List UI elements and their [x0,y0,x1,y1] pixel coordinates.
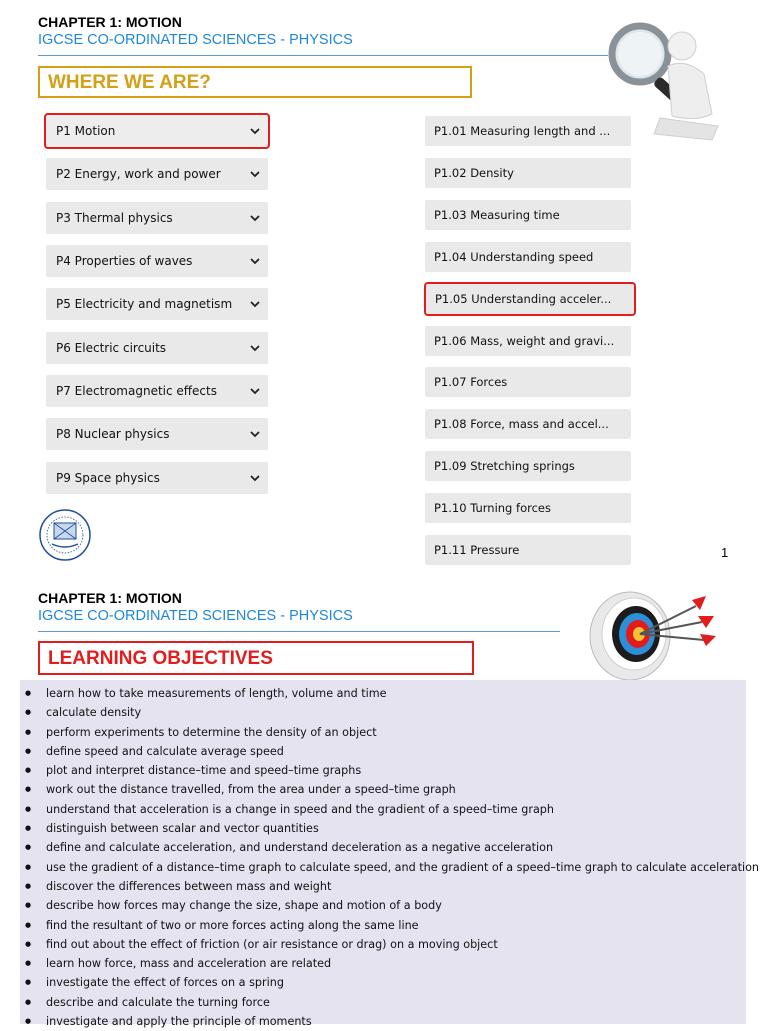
list-item: ● describe how forces may change the size, shape and motion of a body [20,896,750,915]
chapter-dropdown-label: P2 Energy, work and power [56,167,221,181]
chapter-dropdown-p7[interactable] [46,375,268,407]
subtopic-p1-01[interactable]: P1.01 Measuring length and ... [425,116,631,146]
section-title-where: WHERE WE ARE? [38,66,472,98]
list-item: ● define and calculate acceleration, and understand deceleration as a negative acceleration [20,838,750,857]
chapter-dropdown-p6[interactable] [46,332,268,364]
page-number: 1 [721,545,729,560]
list-item: ● use the gradient of a distance–time graph to calculate speed, and the gradient of a speed–time graph to calculate acceleration [20,858,750,877]
chapter-dropdown-p9[interactable] [46,462,268,494]
list-item: ● discover the differences between mass and weight [20,877,750,896]
subtopic-p1-09[interactable]: P1.09 Stretching springs [425,451,631,481]
chapter-dropdown-label: P9 Space physics [56,471,160,485]
list-item: ● distinguish between scalar and vector quantities [20,819,750,838]
chevron-down-icon [250,256,260,266]
chapter-dropdown-p8[interactable] [46,418,268,450]
chevron-down-icon [250,299,260,309]
list-item: ● calculate density [20,703,750,722]
course-title: IGCSE CO-ORDINATED SCIENCES - PHYSICS [38,32,353,48]
chapter-dropdown-p2[interactable] [46,158,268,190]
chapter-dropdown-label: P5 Electricity and magnetism [56,297,233,311]
subtopic-p1-06[interactable]: P1.06 Mass, weight and gravi... [425,326,631,356]
header-rule [38,55,608,56]
chapter-dropdown-p5[interactable] [46,288,268,320]
chapter-dropdown-p4[interactable] [46,245,268,277]
chevron-down-icon [250,169,260,179]
chapter-dropdown-label: P7 Electromagnetic effects [56,384,217,398]
chapter-title-2: CHAPTER 1: MOTION [38,590,182,606]
chevron-down-icon [250,429,260,439]
chapter-dropdown-label: P6 Electric circuits [56,341,167,355]
chapter-title: CHAPTER 1: MOTION [38,14,182,30]
header-rule-2 [38,631,560,632]
list-item: ● investigate the effect of forces on a spring [20,973,750,992]
list-item: ● work out the distance travelled, from the area under a speed–time graph [20,780,750,799]
subtopic-p1-04[interactable]: P1.04 Understanding speed [425,242,631,272]
list-item: ● find the resultant of two or more forces acting along the same line [20,916,750,935]
subtopic-p1-03[interactable]: P1.03 Measuring time [425,200,631,230]
chapter-dropdown-p3[interactable] [46,202,268,234]
chapter-dropdown-label: P1 Motion [56,124,116,138]
list-item: ● define speed and calculate average speed [20,742,750,761]
list-item: ● describe and calculate the turning force [20,993,750,1012]
list-item: ● find out about the effect of friction (or air resistance or drag) on a moving object [20,935,750,954]
subtopic-p1-02[interactable]: P1.02 Density [425,158,631,188]
subtopic-p1-10[interactable]: P1.10 Turning forces [425,493,631,523]
chevron-down-icon [250,386,260,396]
chevron-down-icon [250,126,260,136]
list-item: ● perform experiments to determine the density of an object [20,723,750,742]
subtopic-p1-08[interactable]: P1.08 Force, mass and accel... [425,409,631,439]
list-item: ● investigate and apply the principle of moments [20,1012,750,1031]
subtopic-p1-07[interactable]: P1.07 Forces [425,367,631,397]
school-seal-logo [37,508,93,562]
chapter-dropdown-label: P8 Nuclear physics [56,427,170,441]
list-item: ● plot and interpret distance–time and speed–time graphs [20,761,750,780]
chevron-down-icon [250,213,260,223]
chapter-dropdown-label: P3 Thermal physics [56,211,173,225]
list-item: ● learn how to take measurements of length, volume and time [20,684,750,703]
subtopic-p1-05[interactable]: P1.05 Understanding acceler... [426,284,634,314]
course-title-2: IGCSE CO-ORDINATED SCIENCES - PHYSICS [38,608,353,624]
chevron-down-icon [250,473,260,483]
objectives-list [20,684,760,1031]
chapter-dropdown-p1[interactable] [46,115,268,147]
section-title-objectives: LEARNING OBJECTIVES [38,641,474,675]
list-item: ● understand that acceleration is a change in speed and the gradient of a speed–time graph [20,800,750,819]
chapter-dropdown-label: P4 Properties of waves [56,254,193,268]
target-with-arrows-icon [584,586,724,680]
list-item: ● learn how force, mass and acceleration are related [20,954,750,973]
subtopic-p1-11[interactable]: P1.11 Pressure [425,535,631,565]
chevron-down-icon [250,343,260,353]
